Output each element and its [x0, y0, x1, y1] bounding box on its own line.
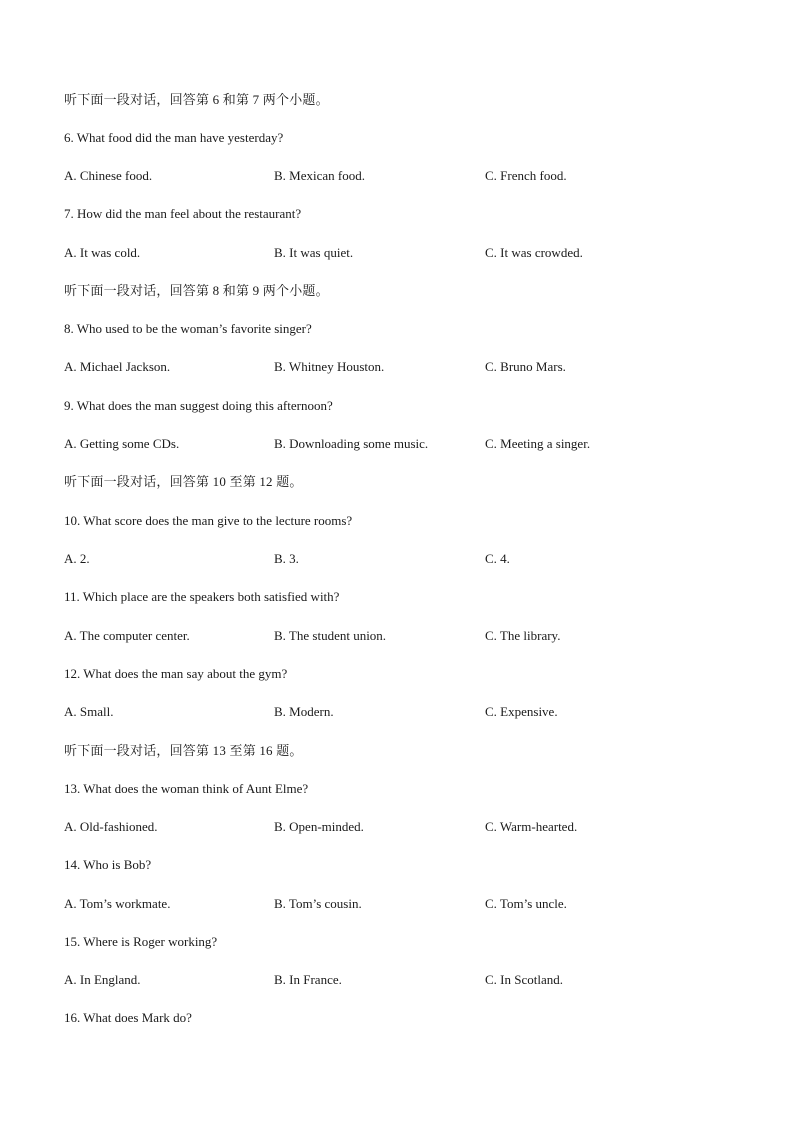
option-15-b: B. In France.: [274, 972, 342, 987]
question-9: 9. What does the man suggest doing this afternoon?: [64, 398, 333, 413]
question-12: 12. What does the man say about the gym?: [64, 666, 288, 681]
option-12-a: A. Small.: [64, 704, 114, 719]
option-15-a: A. In England.: [64, 972, 141, 987]
option-14-c: C. Tom’s uncle.: [485, 896, 567, 911]
option-8-a: A. Michael Jackson.: [64, 359, 171, 374]
option-10-c: C. 4.: [485, 551, 510, 566]
question-14: 14. Who is Bob?: [64, 857, 152, 872]
option-7-b: B. It was quiet.: [274, 245, 354, 260]
option-11-a: A. The computer center.: [64, 628, 190, 643]
option-8-b: B. Whitney Houston.: [274, 359, 385, 374]
option-9-a: A. Getting some CDs.: [64, 436, 180, 451]
section-instruction: 听下面一段对话，回答第 13 至第 16 题。: [64, 743, 303, 758]
option-12-c: C. Expensive.: [485, 704, 558, 719]
question-16: 16. What does Mark do?: [64, 1010, 192, 1025]
question-7: 7. How did the man feel about the restaurant?: [64, 206, 302, 221]
section-instruction: 听下面一段对话，回答第 6 和第 7 两个小题。: [64, 92, 329, 107]
option-14-b: B. Tom’s cousin.: [274, 896, 362, 911]
option-6-c: C. French food.: [485, 168, 567, 183]
section-instruction: 听下面一段对话，回答第 10 至第 12 题。: [64, 474, 303, 489]
option-6-b: B. Mexican food.: [274, 168, 365, 183]
option-11-c: C. The library.: [485, 628, 561, 643]
question-10: 10. What score does the man give to the lecture rooms?: [64, 513, 353, 528]
question-11: 11. Which place are the speakers both satisfied with?: [64, 589, 340, 604]
question-8: 8. Who used to be the woman’s favorite singer?: [64, 321, 312, 336]
option-14-a: A. Tom’s workmate.: [64, 896, 171, 911]
question-13: 13. What does the woman think of Aunt Elme?: [64, 781, 309, 796]
option-7-a: A. It was cold.: [64, 245, 141, 260]
option-11-b: B. The student union.: [274, 628, 387, 643]
question-6: 6. What food did the man have yesterday?: [64, 130, 284, 145]
option-13-b: B. Open-minded.: [274, 819, 364, 834]
option-12-b: B. Modern.: [274, 704, 334, 719]
option-13-c: C. Warm-hearted.: [485, 819, 578, 834]
option-9-c: C. Meeting a singer.: [485, 436, 591, 451]
option-15-c: C. In Scotland.: [485, 972, 563, 987]
option-10-a: A. 2.: [64, 551, 90, 566]
option-8-c: C. Bruno Mars.: [485, 359, 566, 374]
option-9-b: B. Downloading some music.: [274, 436, 429, 451]
option-13-a: A. Old-fashioned.: [64, 819, 158, 834]
option-7-c: C. It was crowded.: [485, 245, 583, 260]
option-10-b: B. 3.: [274, 551, 299, 566]
question-15: 15. Where is Roger working?: [64, 934, 218, 949]
option-6-a: A. Chinese food.: [64, 168, 153, 183]
section-instruction: 听下面一段对话，回答第 8 和第 9 两个小题。: [64, 283, 329, 298]
